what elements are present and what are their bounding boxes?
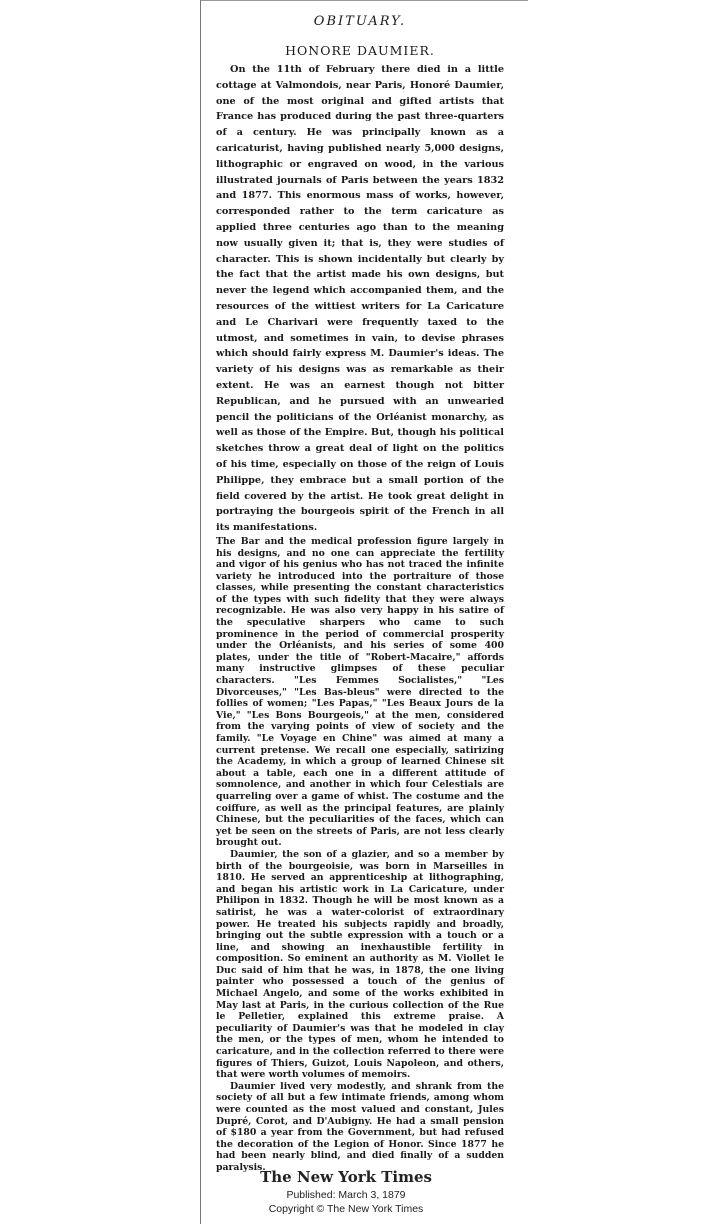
footer — [226, 1168, 466, 1216]
article-headline: HONORE DAUMIER. — [285, 43, 435, 58]
article-paragraph-1-continued: The Bar and the medical profession figure largely in his designs, and no one can appreciate the fertility and vigor of his genius who has not traced the infinite variety he introduced into the portraiture of those classes, while presenting the constant characteristics of the types with such fidelity that they were always recognizable. He was also very happy in his satire of the speculative sharpers who came to such prominence in the period of commercial prosperity under the Orléanists, and his series of some 400 plates, under the title of "Robert-Macaire," affords many instructive glimpses of these peculiar characters. "Les Femmes Socialistes," "Les Divorceuses," "Les Bas-bleus" were directed to the follies of women; "Les Papas," "Les Beaux Jours de la Vie," "Les Bons Bourgeois," at the men, considered from the varying points of view of society and the family. "Le Voyage en Chine" was aimed at many a current pretense. We recall one especially, satirizing the Academy, in which a group of learned Chinese sit about a table, each one in a different attitude of somnolence, and another in which four Celestials are quarreling over a game of whist. The costume and the coiffure, as well as the principal features, are plainly Chinese, but the peculiarities of the faces, which can yet be seen on the streets of Paris, are not less clearly brought out. — [216, 535, 504, 849]
article-paragraph-3: Daumier lived very modestly, and shrank from the society of all but a few intimate friends, among whom were counted as the most valued and constant, Jules Dupré, Corot, and D'Aubigny. He had a small pension of $180 a year from the Government, but had refused the decoration of the Legion of Honor. Since 1877 he had been nearly blind, and died finally of a sudden paralysis. — [216, 1080, 504, 1173]
article-column — [216, 0, 504, 1174]
article-paragraph-2: Daumier, the son of a glazier, and so a member by birth of the bourgeoisie, was born in Marseilles in 1810. He served an apprenticeship at lithographing, and began his artistic work in La Caricature, under Philipon in 1832. Though he will be most known as a satirist, he was a water-colorist of extraordinary power. He treated his subjects rapidly and broadly, bringing out the subtle expression with a touch or a line, and showing an inexhaustible fertility in composition. So eminent an authority as M. Viollet le Duc said of him that he was, in 1878, the one living painter who possessed a touch of the genius of Michael Angelo, and some of the works exhibited in May last at Paris, in the curious collection of the Rue le Pelletier, explained this extreme praise. A peculiarity of Daumier's was that he modeled in clay the men, or the types of men, whom he intended to caricature, and in the collection referred to there were figures of Thiers, Guizot, Louis Napoleon, and others, that were worth volumes of memoirs. — [216, 848, 504, 1081]
left-border-line — [200, 0, 201, 1224]
publication-date: Published: March 3, 1879 — [286, 1189, 406, 1201]
section-title: OBITUARY. — [313, 14, 407, 29]
nyt-masthead-logo: The New York Times — [260, 1168, 432, 1186]
copyright-notice: Copyright © The New York Times — [268, 1203, 424, 1215]
article-paragraph-1: On the 11th of February there died in a little cottage at Valmondois, near Paris, Honoré Daumier, one of the most original and gifted artists that France has produced during the past three-quarters of a century. He was principally known as a caricaturist, having published nearly 5,000 designs, lithographic or engraved on wood, in the various illustrated journals of Paris between the years 1832 and 1877. This enormous mass of works, however, corresponded rather to the term caricature as applied three centuries ago than to the meaning now usually given it; that is, they were studies of character. This is shown incidentally but clearly by the fact that the artist made his own designs, but never the legend which accompanied them, and the resources of the wittiest writers for La Caricature and Le Charivari were frequently taxed to the utmost, and sometimes in vain, to devise phrases which should fairly express M. Daumier's ideas. The variety of his designs was as remarkable as their extent. He was an earnest though not bitter Republican, and he pursued with an unwearied pencil the politicians of the Orléanist monarchy, as well as those of the Empire. But, though his political sketches throw a great deal of light on the politics of his time, especially on those of the reign of Louis Philippe, they embrace but a small portion of the field covered by the artist. He took great delight in portraying the bourgeois spirit of the French in all its manifestations. — [216, 64, 504, 534]
